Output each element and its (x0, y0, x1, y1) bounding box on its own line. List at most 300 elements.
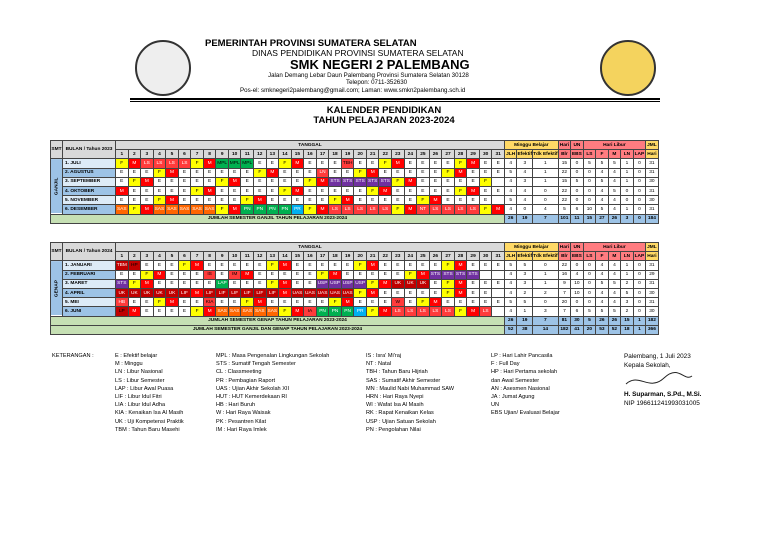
sub-header: Hari (646, 252, 659, 261)
summary-cell: 0 (633, 270, 646, 279)
day-cell: LIF (266, 288, 279, 297)
day-cell: LP (116, 307, 129, 316)
day-cell: M (454, 279, 467, 288)
sub-header: Tdk Efektif (533, 252, 559, 261)
day-cell: E (266, 177, 279, 186)
day-number: 9 (216, 252, 229, 261)
day-cell: M (404, 177, 417, 186)
day-number: 12 (254, 252, 267, 261)
month-name: 1. JANUARI (63, 261, 116, 270)
day-cell: E (429, 288, 442, 297)
day-cell: E (304, 279, 317, 288)
day-cell: PR (291, 205, 304, 214)
day-cell: LN (316, 168, 329, 177)
day-cell: E (467, 196, 480, 205)
day-cell: M (141, 177, 154, 186)
day-cell: F (279, 186, 292, 195)
day-cell (492, 307, 505, 316)
day-cell: E (166, 270, 179, 279)
summary-cell: 0 (583, 288, 596, 297)
sub-header: F (596, 252, 609, 261)
day-cell: M (254, 298, 267, 307)
day-cell: IA (304, 307, 317, 316)
day-cell: LS (341, 205, 354, 214)
day-cell: E (404, 196, 417, 205)
day-cell: E (316, 261, 329, 270)
day-cell: E (241, 168, 254, 177)
legend-entry: UAS : Ujian Akhir Sekolah XII (216, 385, 290, 392)
day-number: 18 (329, 252, 342, 261)
sub-header: LAP (633, 150, 646, 159)
day-cell: F (417, 298, 430, 307)
day-cell: F (128, 205, 141, 214)
summary-cell: 30 (646, 177, 659, 186)
day-cell: E (417, 288, 430, 297)
day-cell: E (191, 196, 204, 205)
day-cell: F (454, 186, 467, 195)
summary-cell: 0 (583, 168, 596, 177)
semester-total-value: 26 (596, 316, 609, 325)
day-cell: E (454, 298, 467, 307)
summary-cell: 4 (608, 168, 621, 177)
day-cell: E (404, 261, 417, 270)
summary-cell: 22 (558, 196, 571, 205)
summary-cell: 30 (646, 196, 659, 205)
day-cell: E (203, 261, 216, 270)
day-number: 27 (442, 150, 455, 159)
month-name: 6. JUNI (63, 307, 116, 316)
summary-cell: 10 (571, 288, 584, 297)
day-cell: M (379, 279, 392, 288)
day-number: 12 (254, 150, 267, 159)
day-cell: STS (379, 177, 392, 186)
day-cell: E (178, 270, 191, 279)
summary-cell: 0 (633, 196, 646, 205)
day-cell: E (442, 298, 455, 307)
day-cell: UK (128, 288, 141, 297)
day-cell: E (329, 159, 342, 168)
day-cell: M (279, 261, 292, 270)
day-cell: E (404, 298, 417, 307)
day-cell: USP (329, 279, 342, 288)
day-cell: PN (254, 205, 267, 214)
day-cell: E (216, 270, 229, 279)
day-cell: E (379, 261, 392, 270)
day-number: 3 (141, 252, 154, 261)
school-address: Jalan Demang Lebar Daun Palembang Provinsi Sumatera Selatan 30128 (268, 72, 469, 79)
day-cell: M (291, 159, 304, 168)
day-cell: E (467, 261, 480, 270)
day-cell: E (479, 159, 492, 168)
summary-cell: 31 (646, 159, 659, 168)
head-hari: Hari (558, 141, 571, 150)
day-cell: E (166, 177, 179, 186)
day-cell: E (266, 196, 279, 205)
day-cell: STS (354, 177, 367, 186)
summary-cell: 0 (633, 298, 646, 307)
day-cell: F (329, 196, 342, 205)
legend-entry: MPL : Masa Pengenalan Lingkungan Sekolah (216, 353, 330, 359)
legend-entry: STS : Sumatif Tengah Semester (216, 361, 296, 368)
grand-total-value: 41 (571, 325, 584, 334)
day-cell: M (379, 307, 392, 316)
day-cell: E (304, 196, 317, 205)
day-cell: SAS (116, 205, 129, 214)
day-cell: SAS (266, 307, 279, 316)
day-cell: E (153, 261, 166, 270)
day-cell: E (228, 186, 241, 195)
head-tanggal: TANGGAL (116, 243, 505, 252)
summary-cell: 20 (558, 298, 571, 307)
grand-total-value: 1 (633, 325, 646, 334)
legend-entry: M : Minggu (115, 361, 143, 368)
summary-cell: 31 (646, 205, 659, 214)
summary-cell: 0 (583, 270, 596, 279)
header-line1: PEMERINTAH PROVINSI SUMATERA SELATAN (205, 38, 417, 49)
summary-cell: 1 (533, 177, 559, 186)
day-cell: STS (454, 270, 467, 279)
day-cell: E (341, 261, 354, 270)
summary-cell: 0 (583, 177, 596, 186)
day-cell: M (429, 298, 442, 307)
day-cell: E (316, 159, 329, 168)
day-cell: M (279, 288, 292, 297)
summary-cell: 0 (633, 168, 646, 177)
day-cell: M (228, 177, 241, 186)
summary-cell: 1 (621, 261, 634, 270)
day-number: 16 (304, 150, 317, 159)
day-number: 1 (116, 252, 129, 261)
day-cell: E (429, 159, 442, 168)
day-cell: PN (266, 205, 279, 214)
day-number: 25 (417, 252, 430, 261)
day-cell: F (442, 279, 455, 288)
grand-total-value: 366 (646, 325, 659, 334)
summary-cell: 1 (533, 159, 559, 168)
day-cell: F (191, 186, 204, 195)
head-bulan: BULAN / Tahun 2023 (63, 141, 116, 159)
day-cell: LIF (228, 288, 241, 297)
day-cell: E (228, 168, 241, 177)
day-cell: F (316, 270, 329, 279)
day-cell: F (279, 159, 292, 168)
semester-label: GANJIL (51, 159, 63, 214)
summary-cell: 4 (596, 196, 609, 205)
day-cell: E (116, 177, 129, 186)
legend-entry: UK : Uji Kompetensi Praktik (115, 418, 184, 425)
day-cell: E (241, 186, 254, 195)
day-cell (492, 270, 505, 279)
summary-cell: 1 (533, 168, 559, 177)
day-cell: M (417, 270, 430, 279)
day-cell: E (479, 288, 492, 297)
signature-mark (624, 370, 701, 390)
day-cell: E (203, 168, 216, 177)
summary-cell: 0 (583, 196, 596, 205)
head-un: UN (571, 243, 584, 252)
day-number: 27 (442, 252, 455, 261)
legend-entry: IS : Isra' Mi'raj (366, 353, 402, 359)
grand-total-label: JUMLAH SEMESTER GANJIL DAN GENAP TAHUN PELAJARAN 2023-2024 (51, 325, 505, 334)
day-cell: E (166, 279, 179, 288)
summary-cell: 3 (517, 177, 533, 186)
sub-header: LN (621, 252, 634, 261)
legend-col-1 (115, 352, 184, 434)
summary-cell: 16 (558, 270, 571, 279)
day-cell: M (191, 288, 204, 297)
day-cell: M (128, 159, 141, 168)
legend-entry: AN : Asesmen Nasional (491, 385, 550, 392)
summary-cell: 0 (571, 261, 584, 270)
legend-entry: KIA : Kenaikan Isa Al Masih (115, 410, 184, 417)
day-cell: E (417, 186, 430, 195)
day-cell: M (454, 288, 467, 297)
summary-cell: 3 (517, 270, 533, 279)
day-cell: E (191, 279, 204, 288)
day-cell: F (216, 205, 229, 214)
legend-entry: JA : Jumat Agung (491, 394, 535, 401)
day-cell: LIF (178, 288, 191, 297)
day-cell: E (492, 186, 505, 195)
day-cell: F (266, 279, 279, 288)
province-logo (135, 40, 191, 96)
day-cell: E (492, 279, 505, 288)
day-cell: LS (166, 159, 179, 168)
day-cell: E (304, 168, 317, 177)
day-number: 1 (116, 150, 129, 159)
day-cell: E (141, 307, 154, 316)
day-cell (492, 177, 505, 186)
legend-entry: LN : Libur Nasional (115, 369, 163, 376)
day-cell: E (479, 298, 492, 307)
day-cell: SAS (228, 307, 241, 316)
day-cell: UK (417, 279, 430, 288)
day-cell: M (266, 168, 279, 177)
head-smt: SMT (51, 243, 63, 261)
summary-cell: 0 (633, 186, 646, 195)
summary-cell: 1 (533, 279, 559, 288)
day-cell: E (454, 177, 467, 186)
summary-cell: 5 (596, 279, 609, 288)
legend-entry: EBS Ujian/ Evaluasi Belajar (491, 410, 560, 417)
legend-col-2 (216, 352, 329, 434)
summary-cell: 31 (646, 186, 659, 195)
day-cell: F (442, 168, 455, 177)
legend-entry: IM : Hari Raya Imlek (216, 426, 267, 433)
day-cell: STS (429, 270, 442, 279)
school-name: SMK NEGERI 2 PALEMBANG (290, 57, 470, 72)
summary-cell: 4 (517, 168, 533, 177)
day-cell: F (366, 307, 379, 316)
day-number: 3 (141, 150, 154, 159)
sub-header: JLH (504, 252, 517, 261)
day-cell: F (116, 159, 129, 168)
semester-total-value: 26 (504, 214, 517, 223)
summary-cell: 5 (571, 177, 584, 186)
calendar-semester-ganjil (50, 140, 659, 224)
day-cell: E (153, 177, 166, 186)
day-cell: F (392, 205, 405, 214)
summary-cell: 4 (608, 288, 621, 297)
day-cell: F (442, 261, 455, 270)
summary-cell: 3 (517, 159, 533, 168)
day-cell: PN (241, 205, 254, 214)
day-cell: STS (116, 279, 129, 288)
day-cell: M (366, 261, 379, 270)
day-cell: E (228, 279, 241, 288)
day-cell: E (354, 196, 367, 205)
summary-cell: 0 (633, 307, 646, 316)
day-cell: M (366, 288, 379, 297)
semester-total-label: JUMLAH SEMESTER GENAP TAHUN PELAJARAN 2023-2024 (51, 316, 505, 325)
day-number: 19 (341, 252, 354, 261)
day-cell: F (254, 168, 267, 177)
doc-title: KALENDER PENDIDIKAN (326, 105, 442, 116)
day-cell: M (279, 279, 292, 288)
signature-role: Kepala Sekolah, (624, 362, 671, 369)
day-cell: M (228, 205, 241, 214)
day-cell: E (216, 298, 229, 307)
day-cell: E (178, 186, 191, 195)
month-name: 3. MARET (63, 279, 116, 288)
day-cell: E (116, 168, 129, 177)
summary-cell: 4 (504, 159, 517, 168)
day-cell: E (279, 298, 292, 307)
day-cell: E (316, 298, 329, 307)
day-cell: USP (341, 279, 354, 288)
day-cell: HB (116, 298, 129, 307)
summary-cell: 5 (504, 168, 517, 177)
day-cell: E (141, 168, 154, 177)
day-cell: SAS (216, 307, 229, 316)
day-cell: E (141, 298, 154, 307)
summary-cell: 3 (533, 307, 559, 316)
head-smt: SMT (51, 141, 63, 159)
legend-entry: USP : Ujian Satuan Sekolah (366, 418, 436, 425)
summary-cell: 4 (571, 270, 584, 279)
day-cell: E (266, 298, 279, 307)
day-cell: E (366, 196, 379, 205)
summary-cell: 4 (596, 186, 609, 195)
summary-cell: 31 (646, 298, 659, 307)
legend-entry: HP : Hari Pertama sekolah (491, 369, 558, 376)
day-cell: E (116, 196, 129, 205)
summary-cell: 31 (646, 279, 659, 288)
grand-total-value: 52 (504, 325, 517, 334)
sub-header: Blr (558, 150, 571, 159)
summary-cell: 1 (621, 205, 634, 214)
school-phone: Telepon: 0711-352630 (346, 79, 408, 86)
day-cell: LIF (203, 288, 216, 297)
day-cell: TBM (116, 261, 129, 270)
day-cell: E (429, 261, 442, 270)
day-cell: E (442, 159, 455, 168)
day-cell: M (128, 307, 141, 316)
day-number: 17 (316, 252, 329, 261)
calendar-semester-genap (50, 242, 659, 335)
day-cell: F (404, 270, 417, 279)
day-cell: E (178, 177, 191, 186)
day-cell: E (329, 168, 342, 177)
day-cell: LS (417, 307, 430, 316)
day-cell: F (279, 307, 292, 316)
day-number: 14 (279, 252, 292, 261)
day-number: 25 (417, 150, 430, 159)
summary-cell: 4 (596, 168, 609, 177)
day-cell: E (467, 288, 480, 297)
day-cell: LIF (254, 288, 267, 297)
summary-cell: 0 (533, 261, 559, 270)
day-number: 18 (329, 150, 342, 159)
day-number: 5 (166, 150, 179, 159)
day-cell: E (467, 177, 480, 186)
day-number: 14 (279, 150, 292, 159)
day-cell: E (304, 159, 317, 168)
day-number: 28 (454, 150, 467, 159)
summary-cell: 0 (571, 196, 584, 205)
day-cell: F (329, 298, 342, 307)
day-cell: E (392, 196, 405, 205)
legend-entry: WI : Wafat Isa Al Masih (366, 402, 424, 409)
summary-cell: 4 (504, 205, 517, 214)
day-cell: E (304, 261, 317, 270)
semester-total-value: 15 (583, 214, 596, 223)
day-cell: UK (153, 288, 166, 297)
summary-cell: 30 (646, 307, 659, 316)
day-number: 16 (304, 252, 317, 261)
legend-entry: HRN : Hari Raya Nyepi (366, 394, 424, 401)
summary-cell: 4 (517, 186, 533, 195)
day-cell: M (153, 270, 166, 279)
grand-total-value: 38 (517, 325, 533, 334)
day-cell: E (316, 196, 329, 205)
day-cell: E (379, 298, 392, 307)
summary-cell: 15 (558, 159, 571, 168)
day-cell: LS (329, 205, 342, 214)
day-cell: E (228, 298, 241, 307)
day-cell: F (454, 159, 467, 168)
day-cell: F (153, 196, 166, 205)
legend-entry: LIA : Libur Idul Adha (115, 402, 166, 409)
signature-block (624, 352, 701, 408)
day-cell: NT (417, 205, 430, 214)
day-number: 31 (492, 150, 505, 159)
summary-cell: 22 (558, 261, 571, 270)
day-cell: E (429, 168, 442, 177)
day-cell: E (279, 177, 292, 186)
day-cell: M (454, 168, 467, 177)
day-number: 28 (454, 252, 467, 261)
day-cell: E (442, 186, 455, 195)
day-cell: E (216, 186, 229, 195)
day-cell: E (166, 186, 179, 195)
day-cell: E (392, 261, 405, 270)
day-cell: E (341, 168, 354, 177)
day-cell: STS (366, 177, 379, 186)
day-cell: M (116, 186, 129, 195)
day-cell: MPL (241, 159, 254, 168)
grand-total-value: 182 (558, 325, 571, 334)
day-cell: E (354, 159, 367, 168)
semester-total-value: 19 (517, 316, 533, 325)
sub-header: LAP (633, 252, 646, 261)
summary-cell: 22 (558, 168, 571, 177)
day-cell: F (304, 177, 317, 186)
day-number: 13 (266, 150, 279, 159)
legend-entry: LAP : Libur Awal Puasa (115, 385, 174, 392)
day-cell: UAS (304, 288, 317, 297)
summary-cell: 1 (621, 168, 634, 177)
